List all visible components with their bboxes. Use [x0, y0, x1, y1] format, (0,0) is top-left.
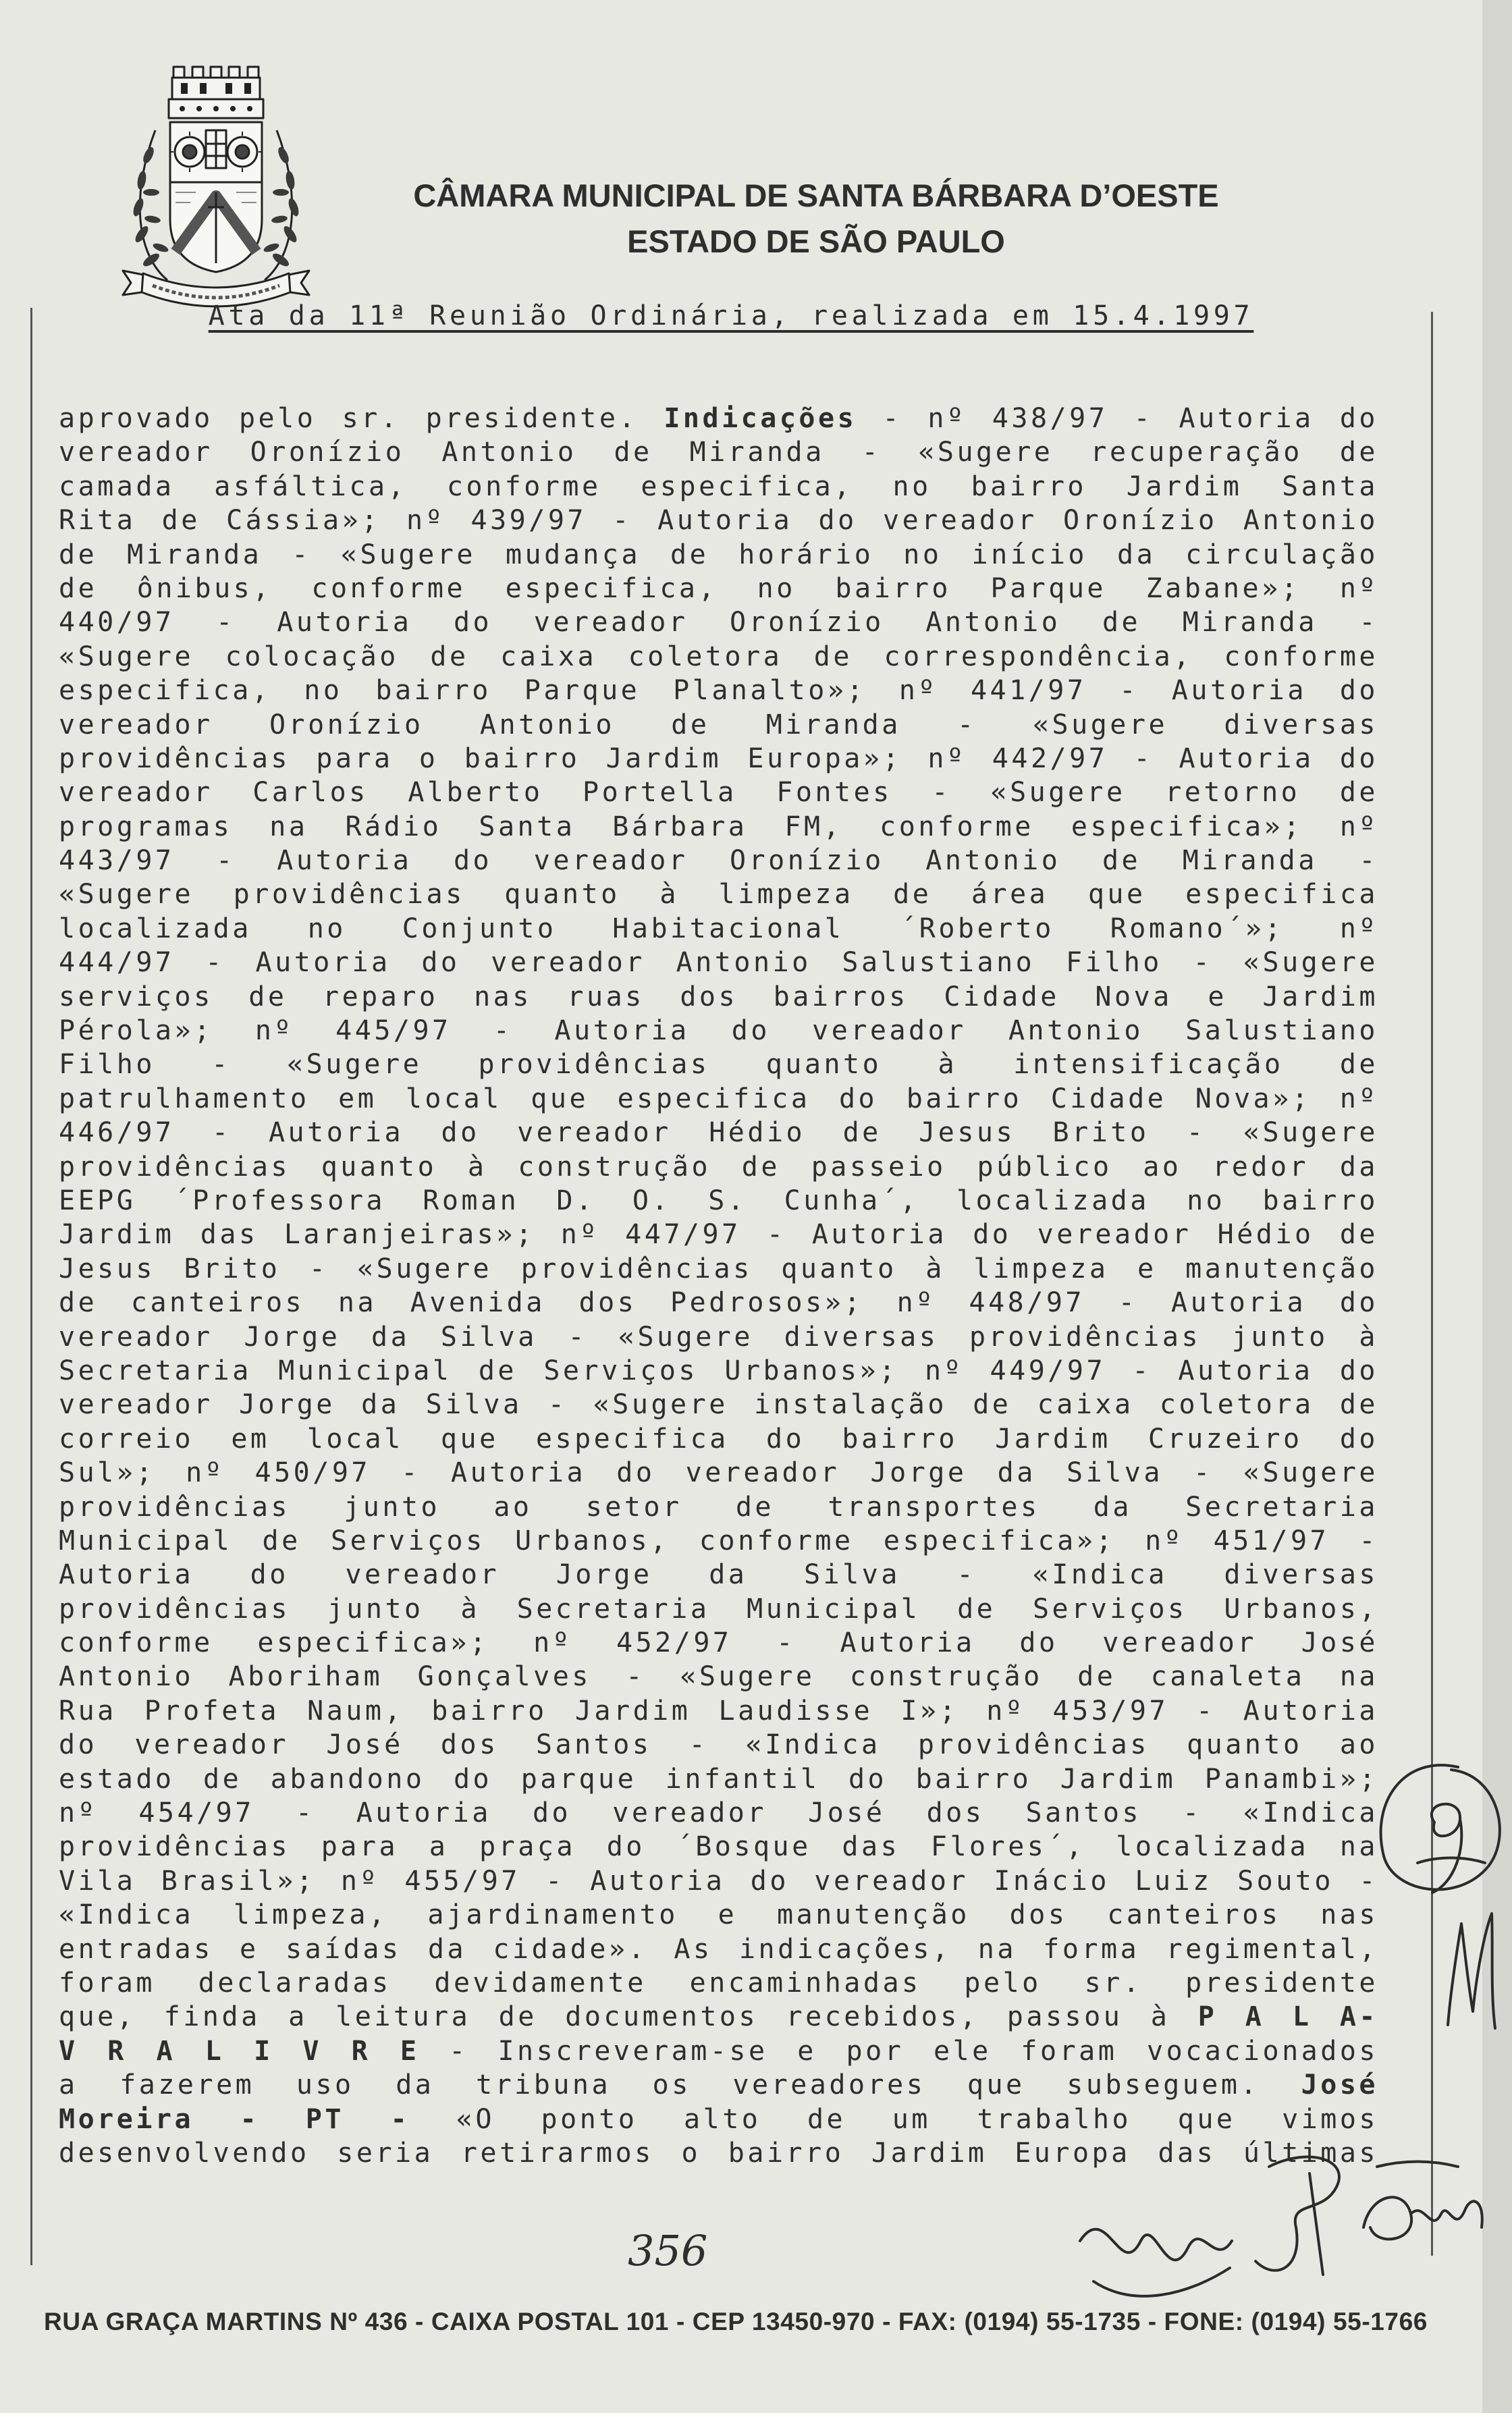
text-segment: Jesus Brito - «Sugere providências quanto à limpeza e manutenção: [59, 1253, 1378, 1284]
text-line: [59, 1082, 1378, 1116]
text-segment: Vila Brasil»; nº 455/97 - Autoria do vereador Inácio Luiz Souto -: [59, 1865, 1378, 1897]
text-segment: foram declaradas devidamente encaminhadas pelo sr. presidente: [59, 1967, 1378, 1999]
text-segment: entradas e saídas da cidade». As indicações, na forma regimental,: [59, 1933, 1378, 1965]
text-segment: 443/97 - Autoria do vereador Oronízio Antonio de Miranda -: [59, 845, 1378, 877]
text-line: [59, 1694, 1378, 1728]
signature: [1381, 1765, 1500, 1889]
text-line: [59, 1524, 1378, 1558]
state-name: ESTADO DE SÃO PAULO: [627, 223, 1005, 259]
text-segment: - nº 438/97 - Autoria do: [857, 403, 1378, 434]
text-segment: vereador Oronízio Antonio de Miranda - «Sugere recuperação de: [59, 437, 1378, 468]
text-line: [59, 1116, 1378, 1149]
text-line: [59, 674, 1378, 707]
left-margin-rule: [30, 308, 32, 2265]
text-segment: de ônibus, conforme especifica, no bairro Parque Zabane»; nº: [59, 572, 1378, 604]
text-line: [59, 572, 1378, 605]
text-line: [59, 742, 1378, 776]
bold-text: Indicações: [664, 403, 857, 434]
text-line: [59, 1660, 1378, 1693]
institution-name: CÂMARA MUNICIPAL DE SANTA BÁRBARA D’OESTE: [413, 178, 1219, 213]
text-segment: Jardim das Laranjeiras»; nº 447/97 - Autoria do vereador Hédio de: [59, 1219, 1378, 1251]
text-line: [59, 1354, 1378, 1388]
text-segment: Sul»; nº 450/97 - Autoria do vereador Jorge da Silva - «Sugere: [59, 1457, 1378, 1489]
text-segment: nº 454/97 - Autoria do vereador José dos Santos - «Indica: [59, 1797, 1378, 1829]
text-line: [59, 1490, 1378, 1524]
text-line: [59, 1626, 1378, 1660]
text-line: [59, 538, 1378, 572]
text-line: [59, 470, 1378, 504]
text-line: [59, 640, 1378, 674]
text-segment: providências junto à Secretaria Municipal de Serviços Urbanos,: [59, 1593, 1378, 1625]
text-segment: Autoria do vereador Jorge da Silva - «Indica diversas: [59, 1559, 1378, 1591]
text-segment: 446/97 - Autoria do vereador Hédio de Jesus Brito - «Sugere: [59, 1117, 1378, 1149]
text-line: [59, 776, 1378, 809]
bold-text: Moreira - PT -: [59, 2103, 410, 2135]
text-segment: Antonio Aboriham Gonçalves - «Sugere construção de canaleta na: [59, 1661, 1378, 1693]
text-line: [59, 946, 1378, 979]
text-segment: providências quanto à construção de passeio público ao redor da: [59, 1151, 1378, 1183]
text-line: [59, 1252, 1378, 1286]
text-segment: vereador Jorge da Silva - «Sugere instalação de caixa coletora de: [59, 1389, 1378, 1421]
text-segment: Filho - «Sugere providências quanto à intensificação de: [59, 1049, 1378, 1081]
text-segment: vereador Oronízio Antonio de Miranda - «Sugere diversas: [59, 709, 1378, 740]
text-segment: localizada no Conjunto Habitacional ´Roberto Romano´»; nº: [59, 913, 1378, 944]
text-line: [59, 1320, 1378, 1354]
text-line: [59, 605, 1378, 639]
text-segment: serviços de reparo nas ruas dos bairros Cidade Nova e Jardim: [59, 981, 1378, 1012]
text-segment: desenvolvendo seria retirarmos o bairro Jardim Europa das últimas: [59, 2137, 1378, 2169]
text-line: [59, 1218, 1378, 1251]
text-segment: programas na Rádio Santa Bárbara FM, conforme especifica»; nº: [59, 811, 1378, 842]
text-segment: a fazerem uso da tribuna os vereadores que subseguem.: [59, 2069, 1301, 2101]
footer-address: RUA GRAÇA MARTINS Nº 436 - CAIXA POSTAL 101 - CEP 13450-970 - FAX: (0194) 55-1735 - FONE: (0194) 55-1766: [44, 2308, 1428, 2335]
text-segment: que, finda a leitura de documentos recebidos, passou à: [59, 2001, 1198, 2033]
text-line: [59, 402, 1378, 435]
text-line: [59, 435, 1378, 469]
text-segment: vereador Jorge da Silva - «Sugere diversas providências junto à: [59, 1321, 1378, 1353]
text-segment: «O ponto alto de um trabalho que vimos: [410, 2103, 1378, 2135]
text-line: [59, 1184, 1378, 1218]
text-segment: de canteiros na Avenida dos Pedrosos»; nº 448/97 - Autoria do: [59, 1287, 1378, 1319]
text-segment: «Sugere colocação de caixa coletora de correspondência, conforme: [59, 641, 1378, 672]
text-segment: Rita de Cássia»; nº 439/97 - Autoria do vereador Oronízio Antonio: [59, 505, 1378, 537]
text-segment: Rua Profeta Naum, bairro Jardim Laudisse I»; nº 453/97 - Autoria: [59, 1695, 1378, 1727]
text-segment: «Sugere providências quanto à limpeza de área que especifica: [59, 879, 1378, 911]
handwritten-signature-icon: [1053, 1728, 1505, 2322]
text-segment: de Miranda - «Sugere mudança de horário no início da circulação: [59, 539, 1378, 570]
text-line: [59, 504, 1378, 537]
text-segment: EEPG ´Professora Roman D. O. S. Cunha´, localizada no bairro: [59, 1185, 1378, 1216]
bold-text: P A L A-: [1197, 2001, 1378, 2033]
signature: [1080, 2229, 1232, 2296]
text-segment: especifica, no bairro Parque Planalto»; nº 441/97 - Autoria do: [59, 675, 1378, 707]
bold-text: José: [1301, 2069, 1378, 2101]
text-segment: Pérola»; nº 445/97 - Autoria do vereador Antonio Salustiano: [59, 1015, 1378, 1047]
text-line: [59, 1388, 1378, 1421]
text-line: [59, 1422, 1378, 1456]
text-segment: 444/97 - Autoria do vereador Antonio Salustiano Filho - «Sugere: [59, 947, 1378, 979]
text-segment: providências para a praça do ´Bosque das Flores´, localizada na: [59, 1831, 1378, 1863]
text-line: [59, 980, 1378, 1014]
bold-text: V R A L I V R E: [59, 2035, 420, 2067]
text-segment: providências para o bairro Jardim Europa»; nº 442/97 - Autoria do: [59, 742, 1378, 774]
text-segment: estado de abandono do parque infantil do bairro Jardim Panambi»;: [59, 1763, 1378, 1795]
text-segment: aprovado pelo sr. presidente.: [59, 403, 664, 434]
text-line: [59, 708, 1378, 742]
text-segment: correio em local que especifica do bairro Jardim Cruzeiro do: [59, 1423, 1378, 1455]
page-number: 356: [628, 2226, 708, 2275]
text-segment: do vereador José dos Santos - «Indica providências quanto ao: [59, 1729, 1378, 1761]
text-line: [59, 1048, 1378, 1081]
text-line: [59, 877, 1378, 911]
text-line: [59, 844, 1378, 877]
text-segment: - Inscreveram-se e por ele foram vocacionados: [419, 2035, 1378, 2067]
text-segment: patrulhamento em local que especifica do bairro Cidade Nova»; nº: [59, 1083, 1378, 1114]
text-line: [59, 1014, 1378, 1048]
text-segment: «Indica limpeza, ajardinamento e manutenção dos canteiros nas: [59, 1899, 1378, 1931]
text-segment: camada asfáltica, conforme especifica, no bairro Jardim Santa: [59, 470, 1378, 502]
text-line: [59, 1558, 1378, 1592]
text-line: [59, 1150, 1378, 1184]
signature: [1256, 2157, 1339, 2275]
text-line: [59, 1456, 1378, 1490]
signature: [1448, 1914, 1495, 2028]
coat-of-arms-icon: [108, 57, 324, 314]
text-segment: vereador Carlos Alberto Portella Fontes - «Sugere retorno de: [59, 777, 1378, 809]
text-segment: conforme especifica»; nº 452/97 - Autoria do vereador José: [59, 1627, 1378, 1659]
text-line: [59, 1592, 1378, 1626]
text-line: [59, 810, 1378, 844]
text-line: [59, 1286, 1378, 1320]
text-segment: providências junto ao setor de transportes da Secretaria: [59, 1491, 1378, 1523]
text-segment: 440/97 - Autoria do vereador Oronízio Antonio de Miranda -: [59, 607, 1378, 639]
text-segment: Secretaria Municipal de Serviços Urbanos»; nº 449/97 - Autoria do: [59, 1355, 1378, 1386]
text-segment: Municipal de Serviços Urbanos, conforme especifica»; nº 451/97 -: [59, 1525, 1378, 1556]
text-line: [59, 912, 1378, 946]
signature: [1364, 2162, 1482, 2240]
minutes-title: Ata da 11ª Reunião Ordinária, realizada em 15.4.1997: [208, 300, 1254, 331]
